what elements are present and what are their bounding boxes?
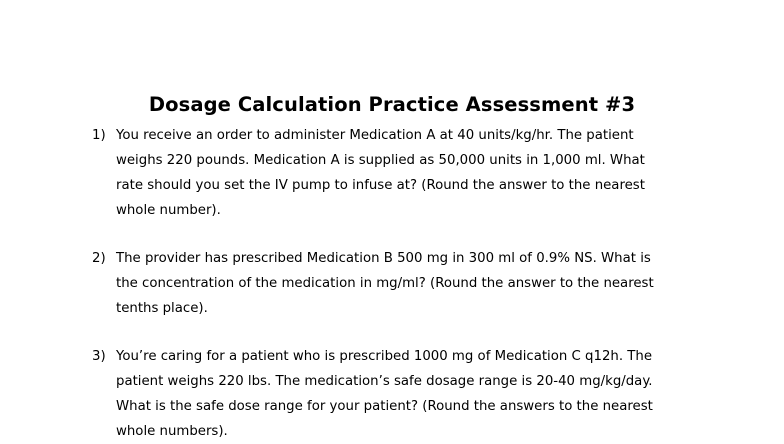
question-text-line: What is the safe dose range for your patient? (Round the answers to the nearest xyxy=(116,399,653,414)
question-text-line: the concentration of the medication in mg/ml? (Round the answer to the nearest xyxy=(116,276,654,291)
question-text-line: weighs 220 pounds. Medication A is supplied as 50,000 units in 1,000 ml. What xyxy=(116,153,645,168)
question-text-line: whole number). xyxy=(116,203,221,218)
question-text-line: tenths place). xyxy=(116,301,208,316)
question-number: 1) xyxy=(92,128,106,143)
question-text-line: patient weighs 220 lbs. The medication’s safe dosage range is 20-40 mg/kg/day. xyxy=(116,374,653,389)
question-number: 3) xyxy=(92,349,106,364)
question-number: 2) xyxy=(92,251,106,266)
question-text-line: rate should you set the IV pump to infuse at? (Round the answer to the nearest xyxy=(116,178,645,193)
question-text-line: The provider has prescribed Medication B 500 mg in 300 ml of 0.9% NS. What is xyxy=(116,251,651,266)
question-text-line: whole numbers). xyxy=(116,424,228,439)
document-title: Dosage Calculation Practice Assessment #3 xyxy=(148,93,636,116)
question-text-line: You receive an order to administer Medication A at 40 units/kg/hr. The patient xyxy=(116,128,634,143)
question-text-line: You’re caring for a patient who is prescribed 1000 mg of Medication C q12h. The xyxy=(116,349,653,364)
